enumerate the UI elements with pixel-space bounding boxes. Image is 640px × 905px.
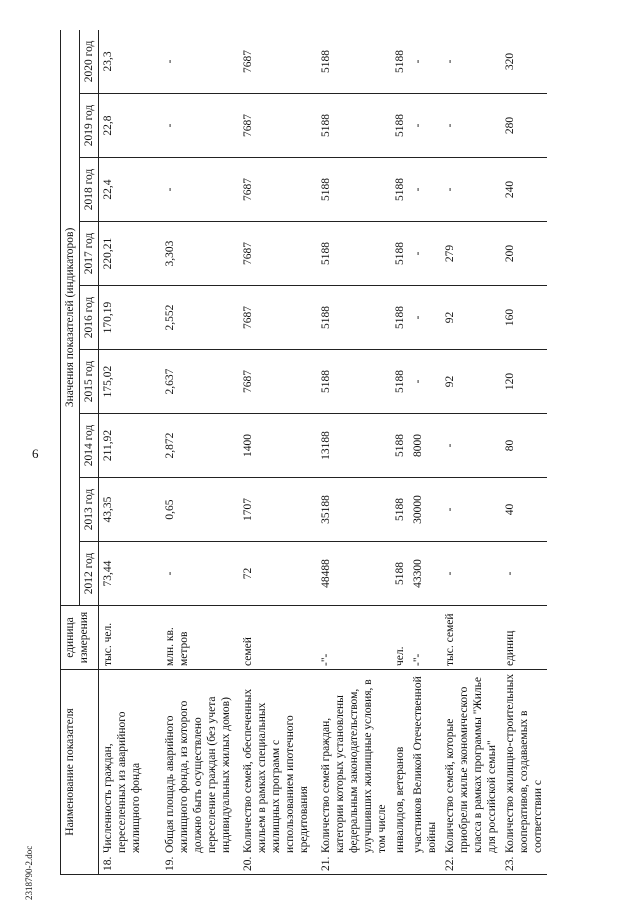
value-cell: 2,872 [161,414,239,478]
year-header: 2018 год [80,158,99,222]
unit-cell: чел. [391,606,409,670]
value-cell: 240 [501,158,547,222]
values-group-header: Значения показателей (индикаторов) [61,30,80,606]
unit-cell: -"- [317,606,391,670]
value-cell: 72 [239,542,317,606]
value-cell: 5188 [317,30,391,94]
indicator-name-cell [391,670,409,875]
value-cell: 211,92 [99,414,161,478]
value-cell: 7687 [239,350,317,414]
value-cell: - [441,158,501,222]
table-body [99,30,547,875]
page-number: 6 [32,446,39,461]
table-row [317,30,391,875]
indicator-name: Количество семей, обеспеченных жильем в рамках специальных жилищных программ с использованием ипотечного кредитования [241,688,310,853]
indicator-name-cell [409,670,441,875]
header-row-1 [61,30,80,875]
value-cell: - [409,350,441,414]
value-cell: 92 [441,350,501,414]
value-cell: - [409,286,441,350]
value-cell: - [161,94,239,158]
year-header: 2012 год [80,542,99,606]
row-number: 21. [319,856,332,871]
unit-column-header: единица измерения [61,606,99,670]
value-cell: 5188 [317,350,391,414]
value-cell: 5188 [391,286,409,350]
unit-cell: единиц [501,606,547,670]
value-cell: 120 [501,350,547,414]
indicator-name-cell [239,670,317,875]
value-cell: - [161,158,239,222]
indicator-name: Численность граждан, переселенных из аварийного жилищного фонда [102,711,143,853]
indicator-name-cell [161,670,239,875]
year-header: 2017 год [80,222,99,286]
row-number: 22. [443,856,456,871]
footer-filename: 2318790-2.doc [24,845,34,900]
value-cell: 5188 [391,94,409,158]
footer [24,700,38,900]
unit-cell: -"- [409,606,441,670]
value-cell: 92 [441,286,501,350]
value-cell: 43,35 [99,478,161,542]
value-cell: - [409,158,441,222]
value-cell: 320 [501,30,547,94]
value-cell: 3,303 [161,222,239,286]
value-cell: 48488 [317,542,391,606]
value-cell: 5188 [317,222,391,286]
row-number [393,853,407,871]
value-cell: 30000 [409,478,441,542]
value-cell: 73,44 [99,542,161,606]
row-number: 19. [163,856,176,871]
indicator-name: Количество семей граждан, категории которых установлены федеральным законодательством, улучшивших жилищные условия, в том числе [319,679,388,853]
value-cell: 43300 [409,542,441,606]
table-row [501,30,547,875]
indicator-name: Общая площадь аварийного жилищного фонда, из которого должно быть осуществлено переселение граждан (без учета индивидуальных жилых домов) [163,696,232,853]
value-cell: 7687 [239,94,317,158]
value-cell: - [441,542,501,606]
unit-cell: тыс. чел. [99,606,161,670]
value-cell: 170,19 [99,286,161,350]
value-cell: - [441,30,501,94]
value-cell: 280 [501,94,547,158]
value-cell: 7687 [239,222,317,286]
indicator-name-cell [317,670,391,875]
value-cell: 5188 [391,414,409,478]
value-cell: 5188 [391,478,409,542]
rotated-table [60,30,620,875]
table-row [409,30,441,875]
value-cell: - [441,478,501,542]
row-number: 20. [241,856,254,871]
indicator-name-cell [501,670,547,875]
table-row [239,30,317,875]
value-cell: 22,4 [99,158,161,222]
value-cell: - [409,222,441,286]
year-header: 2019 год [80,94,99,158]
year-header: 2016 год [80,286,99,350]
value-cell: 5188 [391,350,409,414]
value-cell: 5188 [317,286,391,350]
row-number: 23. [503,856,516,871]
unit-cell: млн. кв. метров [161,606,239,670]
value-cell: - [409,30,441,94]
unit-cell: тыс. семей [441,606,501,670]
value-cell: 2,637 [161,350,239,414]
row-number [411,853,439,871]
value-cell: - [501,542,547,606]
value-cell: 22,8 [99,94,161,158]
indicator-name: инвалидов, ветеранов [393,746,406,853]
value-cell: 200 [501,222,547,286]
table-row [391,30,409,875]
row-number: 18. [102,856,115,871]
year-header: 2013 год [80,478,99,542]
value-cell: 5188 [391,222,409,286]
value-cell: 0,65 [161,478,239,542]
indicator-name: Количество семей, которые приобрели жилье экономического класса в рамках программы "Жилье для российской семьи" [443,677,498,853]
table-container [60,30,620,875]
value-cell: 5188 [391,542,409,606]
value-cell: 2,552 [161,286,239,350]
value-cell: 40 [501,478,547,542]
value-cell: 13188 [317,414,391,478]
value-cell: - [409,94,441,158]
value-cell: 23,3 [99,30,161,94]
value-cell: - [441,414,501,478]
value-cell: 1400 [239,414,317,478]
name-column-header: Наименование показателя [61,670,99,875]
value-cell: 1707 [239,478,317,542]
table-row [161,30,239,875]
value-cell: 160 [501,286,547,350]
value-cell: 175,02 [99,350,161,414]
value-cell: - [161,542,239,606]
indicator-name-cell [99,670,161,875]
year-header: 2020 год [80,30,99,94]
value-cell: 8000 [409,414,441,478]
indicator-name: участников Великой Отечественной войны [411,676,438,853]
value-cell: 7687 [239,158,317,222]
value-cell: - [441,94,501,158]
value-cell: 7687 [239,30,317,94]
indicators-table [60,30,547,875]
table-row [441,30,501,875]
value-cell: 35188 [317,478,391,542]
value-cell: 5188 [317,94,391,158]
value-cell: 5188 [391,158,409,222]
value-cell: 5188 [391,30,409,94]
indicator-name: Количество жилищно-строительных кооперативов, создаваемых в соответствии с [503,673,544,853]
value-cell: 220,21 [99,222,161,286]
unit-cell: семей [239,606,317,670]
year-header: 2015 год [80,350,99,414]
table-row [99,30,161,875]
value-cell: 80 [501,414,547,478]
value-cell: 279 [441,222,501,286]
value-cell: - [161,30,239,94]
year-header: 2014 год [80,414,99,478]
value-cell: 5188 [317,158,391,222]
indicator-name-cell [441,670,501,875]
value-cell: 7687 [239,286,317,350]
